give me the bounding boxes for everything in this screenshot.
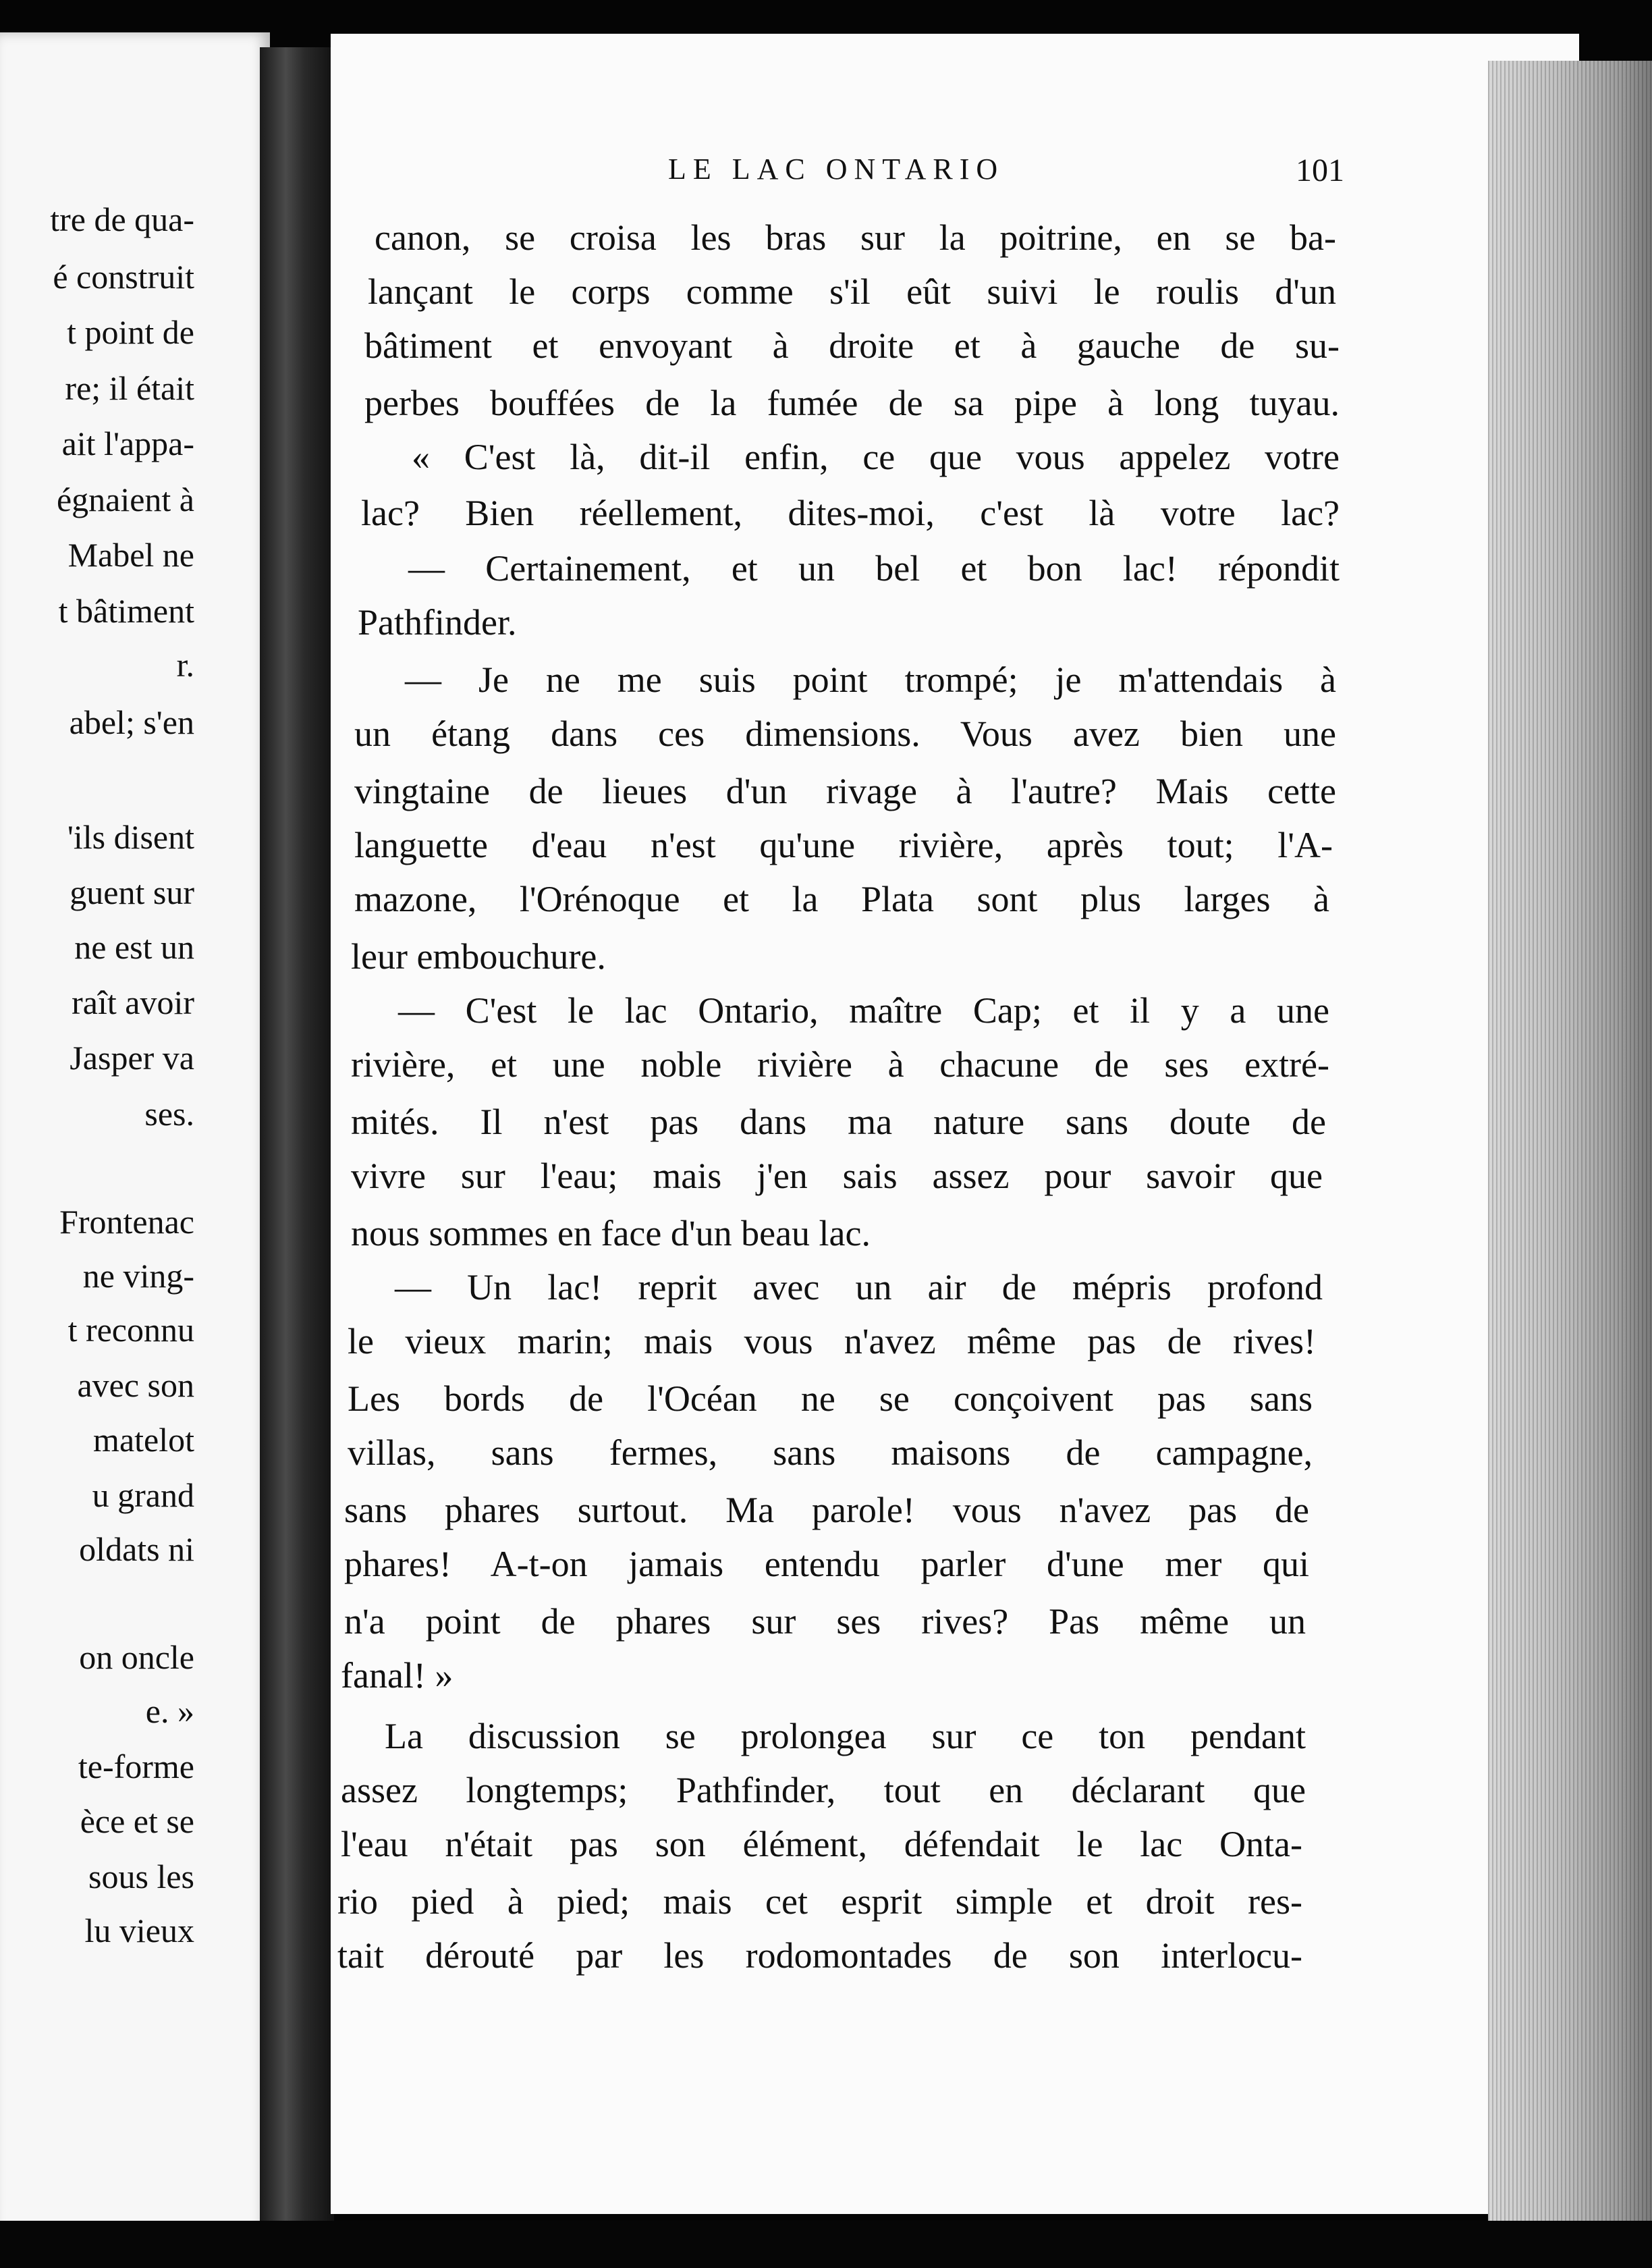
text-line: mités. Il n'est pas dans ma nature sans doute de [351, 1102, 1326, 1142]
text-line: bâtiment et envoyant à droite et à gauche de su- [364, 325, 1340, 366]
left-page-line: u grand [92, 1476, 194, 1514]
page-edges [1488, 61, 1652, 2221]
left-page-line: èce et se [80, 1802, 194, 1840]
left-page-line: raît avoir [72, 983, 194, 1021]
left-page-line: r. [176, 646, 194, 684]
text-line: — Un lac! reprit avec un air de mépris profond [395, 1267, 1323, 1307]
text-line: nous sommes en face d'un beau lac. [351, 1213, 871, 1253]
text-line: — Je ne me suis point trompé; je m'attendais à [405, 659, 1336, 700]
left-page-line: avec son [77, 1366, 194, 1404]
left-page-line: re; il était [65, 369, 194, 407]
left-page-line: ait l'appa- [61, 425, 194, 462]
text-line: lac? Bien réellement, dites-moi, c'est là votre lac? [361, 493, 1340, 533]
left-page-line: 'ils disent [67, 818, 194, 856]
text-line: perbes bouffées de la fumée de sa pipe à long tuyau. [364, 383, 1340, 423]
left-page-line: abel; s'en [69, 703, 194, 741]
left-page-text [0, 0, 270, 2228]
text-line: n'a point de phares sur ses rives? Pas même un [344, 1601, 1306, 1642]
text-line: un étang dans ces dimensions. Vous avez bien une [354, 713, 1336, 754]
page-number: 101 [1296, 153, 1344, 188]
text-line: tait dérouté par les rodomontades de son interlocu- [337, 1935, 1302, 1976]
text-line: — C'est le lac Ontario, maître Cap; et il y a une [398, 990, 1329, 1031]
text-line: l'eau n'était pas son élément, défendait le lac Onta- [341, 1824, 1302, 1864]
text-line: phares! A-t-on jamais entendu parler d'une mer qui [344, 1544, 1309, 1584]
left-page-line: Frontenac [59, 1203, 194, 1241]
left-page-line: guent sur [70, 873, 194, 911]
left-page-line: oldats ni [79, 1530, 194, 1568]
text-line: rio pied à pied; mais cet esprit simple et droit res- [337, 1881, 1302, 1922]
left-page-line: é construit [53, 258, 194, 296]
text-line: languette d'eau n'est qu'une rivière, après tout; l'A- [354, 825, 1333, 865]
text-line: — Certainement, et un bel et bon lac! répondit [408, 548, 1340, 589]
left-page-line: ne est un [74, 928, 194, 966]
left-page-line: on oncle [79, 1638, 194, 1676]
text-line: « C'est là, dit-il enfin, ce que vous appelez votre [412, 437, 1340, 477]
text-line: La discussion se prolongea sur ce ton pendant [385, 1716, 1306, 1756]
text-line: assez longtemps; Pathfinder, tout en déclarant que [341, 1770, 1306, 1810]
text-line: Les bords de l'Océan ne se conçoivent pas sans [348, 1378, 1313, 1419]
left-page-line: te-forme [78, 1748, 194, 1785]
book-gutter [260, 47, 334, 2268]
text-line: mazone, l'Orénoque et la Plata sont plus larges à [354, 879, 1329, 919]
left-page-line: sous les [88, 1858, 194, 1895]
text-line: lançant le corps comme s'il eût suivi le roulis d'un [368, 271, 1336, 312]
left-page-line: Jasper va [70, 1039, 194, 1077]
left-page-line: t point de [67, 313, 194, 351]
left-page-line: ne ving- [82, 1257, 194, 1295]
text-line: sans phares surtout. Ma parole! vous n'avez pas de [344, 1490, 1309, 1530]
scan-border [0, 2221, 1652, 2268]
left-page-line: e. » [145, 1692, 194, 1730]
left-page-line: matelot [93, 1421, 194, 1459]
text-line: leur embouchure. [351, 936, 606, 977]
left-page-line: ses. [144, 1095, 194, 1133]
text-line: villas, sans fermes, sans maisons de campagne, [348, 1432, 1313, 1473]
text-line: vivre sur l'eau; mais j'en sais assez pour savoir que [351, 1156, 1323, 1196]
left-page-line: t bâtiment [58, 592, 194, 630]
text-line: fanal! » [341, 1655, 453, 1696]
text-line: vingtaine de lieues d'un rivage à l'autre? Mais cette [354, 771, 1336, 811]
text-line: Pathfinder. [358, 602, 517, 643]
left-page-line: lu vieux [84, 1912, 194, 1949]
left-page-line: t reconnu [67, 1311, 194, 1349]
text-line: rivière, et une noble rivière à chacune de ses extré- [351, 1044, 1329, 1085]
left-page-line: égnaient à [56, 481, 194, 518]
text-line: le vieux marin; mais vous n'avez même pas de rives! [348, 1321, 1316, 1361]
text-line: canon, se croisa les bras sur la poitrine, en se ba- [375, 217, 1336, 258]
left-page-line: Mabel ne [67, 536, 194, 574]
running-head: LE LAC ONTARIO [668, 153, 1005, 186]
left-page-line: tre de qua- [50, 200, 194, 238]
